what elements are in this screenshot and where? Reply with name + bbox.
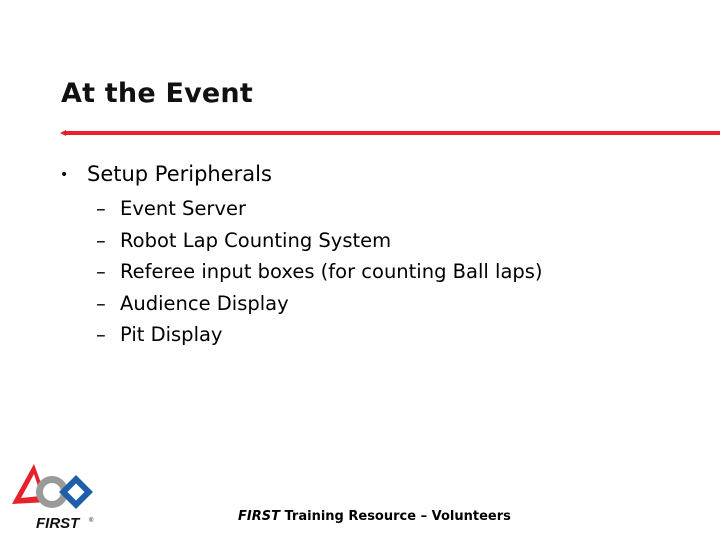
sub-bullet-text: Referee input boxes (for counting Ball laps) bbox=[120, 260, 543, 283]
logo-wordmark: FIRST bbox=[36, 515, 80, 532]
title-rule bbox=[66, 131, 720, 135]
logo-registered: ® bbox=[89, 518, 94, 524]
sub-bullet-item bbox=[96, 292, 543, 324]
footer-emph: FIRST bbox=[238, 509, 280, 524]
dash-symbol: – bbox=[96, 291, 106, 315]
bullet-text: Setup Peripherals bbox=[87, 162, 272, 186]
footer-text: Training Resource – Volunteers bbox=[279, 509, 511, 524]
dash-symbol: – bbox=[96, 228, 106, 252]
footer bbox=[238, 509, 511, 524]
sub-bullet-text: Pit Display bbox=[120, 323, 223, 346]
sub-bullet-item bbox=[96, 323, 543, 355]
sub-bullet-item bbox=[96, 229, 543, 261]
dash-symbol: – bbox=[96, 260, 106, 283]
bullet-symbol: • bbox=[60, 167, 69, 183]
sub-bullet-text: Event Server bbox=[120, 197, 247, 220]
sub-bullet-item bbox=[96, 260, 543, 292]
bullet-item bbox=[60, 162, 272, 186]
dash-symbol: – bbox=[96, 323, 106, 346]
sub-bullet-text: Robot Lap Counting System bbox=[120, 228, 392, 252]
sub-bullet-item bbox=[96, 197, 543, 229]
sub-bullet-text: Audience Display bbox=[120, 291, 289, 315]
dash-symbol: – bbox=[96, 197, 106, 220]
slide-title: At the Event bbox=[61, 78, 253, 109]
first-logo bbox=[8, 458, 98, 536]
sub-bullet-list bbox=[96, 197, 543, 355]
